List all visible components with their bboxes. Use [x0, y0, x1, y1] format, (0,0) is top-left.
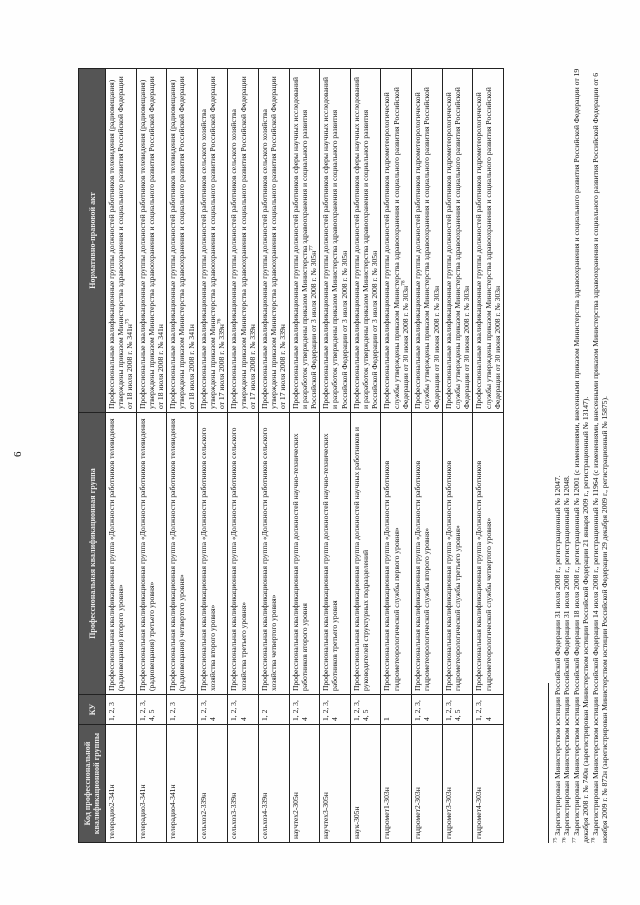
cell-code-text: телерадио2-341н — [107, 784, 116, 839]
cell-code-text: научтех2-305н — [290, 792, 300, 839]
cell-act-text: Профессиональные квалификационные группы должностей работников сельского хозяйства утверждены приказом Министерства здравоохранения и социального развития Российской Федерации от 17 июля 2008 г. № 339н — [229, 76, 257, 409]
footnote-text: Зарегистрирован Министерством юстиции Российской Федерации 14 июля 2008 г., регистрационный № 11964 (с изменениями, внесенными приказом Министерства здравоохранения и социального развития Российской Федерации от 6 ноября 2009 г. № 872н (зарегистрирован Министерством юстиции Российской Федерации 29 декабря 2009 г., регистрационный № 15875). — [590, 72, 610, 843]
cell-code-text: гидромет4-303н — [474, 787, 484, 839]
cell-code-text: сельхоз3-339н — [229, 792, 239, 839]
footnote-mark: 78 — [590, 837, 597, 843]
cell-code-text: сельхоз2-339н — [198, 792, 208, 839]
cell-act — [442, 69, 473, 413]
cell-ku-text: 1, 2 — [260, 709, 270, 721]
cell-group-text: Профессиональная квалификационная группа «Должности работников гидрометеорологической службы второго уровня» — [413, 460, 432, 691]
cell-group — [228, 413, 259, 695]
table-row — [136, 69, 167, 843]
cell-act-text: Профессиональные квалификационные группы должностей работников сферы научных исследований и разработок утверждены приказом Министерства здравоохранения и социального развития Российской Федерации от 3 июля 2008 г. № 305н — [351, 77, 380, 409]
footnotes — [548, 57, 609, 843]
cell-code — [320, 725, 351, 843]
cell-ku — [412, 695, 443, 725]
header-group: Профессиональная квалификационная группа — [79, 413, 106, 695]
cell-ku-text: 1, 2, 3, 4, 5 — [443, 700, 462, 721]
cell-group-text: Профессиональная квалификационная группа «Должности работников сельского хозяйства третьего уровня» — [229, 427, 248, 691]
cell-group — [473, 413, 504, 695]
cell-group-text: Профессиональная квалификационная группа «Должности работников телевидения (радиовещания) четвертого уровня» — [168, 418, 187, 691]
cell-group — [412, 413, 443, 695]
cell-ku-text: 1, 2, 3 — [107, 702, 116, 721]
cell-code — [350, 725, 381, 843]
cell-act-text: Профессиональные квалификационные группы должностей работников телевидения (радиовещания) утверждены приказом Министерства здравоохранения и социального развития Российской Федерации от 18 июля 2008 г. № 341н — [137, 76, 166, 409]
footnote-text: Зарегистрирован Министерством юстиции Российской Федерации 31 июля 2008 г., регистрационный № 12047. — [553, 475, 562, 836]
cell-act — [167, 69, 198, 413]
cell-code-text: сельхоз4-339н — [260, 792, 270, 839]
cell-ku-text: 1, 2, 3, 4 — [413, 700, 432, 721]
cell-act — [350, 69, 381, 413]
cell-act-text: Профессиональные квалификационные группы должностей работников телевидения (радиовещания) утверждены приказом Министерства здравоохранения и социального развития Российской Федерации от 18 июля 2008 г. № 341н — [107, 76, 135, 409]
cell-group — [167, 413, 198, 695]
cell-code-text: гидромет2-303н — [413, 787, 423, 839]
cell-ku — [228, 695, 259, 725]
table-header-row — [79, 69, 106, 843]
table-row — [197, 69, 228, 843]
cell-code — [136, 725, 167, 843]
cell-ku — [136, 695, 167, 725]
cell-code — [473, 725, 504, 843]
cell-code — [412, 725, 443, 843]
cell-group-text: Профессиональная квалификационная группа «Должности работников сельского хозяйства второго уровня» — [198, 427, 218, 691]
table-body — [106, 69, 504, 843]
cell-code-text: наук-305н — [351, 806, 361, 839]
cell-ku — [442, 695, 473, 725]
footnote-mark: 76 — [561, 837, 568, 843]
table-row — [228, 69, 259, 843]
cell-act — [412, 69, 443, 413]
cell-ku — [320, 695, 351, 725]
cell-ku-text: 1 — [382, 717, 392, 721]
cell-ku — [197, 695, 228, 725]
cell-code-text: гидромет1-303н — [382, 787, 392, 839]
cell-ku — [167, 695, 198, 725]
header-act: Нормативно-правовой акт — [79, 69, 106, 413]
header-code: Код профессиональной квалификационной группы — [79, 725, 106, 843]
cell-code — [228, 725, 259, 843]
cell-group — [136, 413, 167, 695]
footnote-ref: 77 — [308, 245, 315, 251]
cell-ku-text: 1, 2, 3, 4 — [474, 700, 493, 721]
cell-act — [106, 69, 137, 413]
footnote-mark: 75 — [552, 837, 559, 843]
footnote-ref: 76 — [216, 318, 223, 325]
footnote — [562, 57, 571, 843]
cell-ku-text: 1, 2, 3 — [168, 702, 178, 721]
cell-ku — [381, 695, 412, 725]
cell-ku — [259, 695, 290, 725]
cell-act — [228, 69, 259, 413]
footnote — [553, 57, 562, 843]
cell-code — [167, 725, 198, 843]
cell-group — [197, 413, 228, 695]
cell-act-text: Профессиональные квалификационные группы должностей работников телевидения (радиовещания) утверждены приказом Министерства здравоохранения и социального развития Российской Федерации от 18 июля 2008 г. № 341н — [168, 76, 196, 409]
cell-group-text: Профессиональная квалификационная группа «Должности работников сельского хозяйства четвертого уровня» — [260, 427, 279, 691]
cell-group — [442, 413, 473, 695]
cell-ku — [106, 695, 137, 725]
cell-ku-text: 1, 2, 3, 4, 5 — [137, 700, 156, 721]
qualification-groups-table — [78, 68, 504, 843]
cell-code — [381, 725, 412, 843]
cell-code — [289, 725, 320, 843]
footnote-text: Зарегистрирован Министерством юстиции Российской Федерации 18 июля 2008 г., регистрационный № 12001 (с изменениями, внесенными приказом Министерства здравоохранения и социального развития Российской Федерации от 19 декабря 2008 г. № 740н (зарегистрирован Министерством юстиции Российской Федерации 21 января 2009 г., регистрационный № 13147). — [571, 68, 591, 843]
table-row — [167, 69, 198, 843]
table-row — [412, 69, 443, 843]
cell-group — [350, 413, 381, 695]
table-row — [106, 69, 137, 843]
cell-code — [259, 725, 290, 843]
footnote-mark: 77 — [571, 837, 578, 843]
cell-ku-text: 1, 2, 3, 4 — [198, 700, 218, 721]
cell-code-text: научтех3-305н — [321, 792, 331, 839]
cell-group-text: Профессиональная квалификационная группа «Должности работников телевидения (радиовещания) третьего уровня» — [137, 418, 156, 691]
cell-act-text: Профессиональные квалификационные группы должностей работников гидрометеорологической службы утверждены приказом Министерства здравоохранения и социального развития Российской Федерации от 30 июня 2008 г. № 303н — [474, 87, 502, 409]
cell-ku-text: 1, 2, 3, 4, 5 — [351, 700, 371, 721]
footnote — [572, 57, 591, 843]
cell-act-text: Профессиональные квалификационные группы должностей работников гидрометеорологической службы утверждены приказом Министерства здравоохранения и социального развития Российской Федерации от 30 июня 2008 г. № 303н — [382, 87, 410, 409]
cell-ku-text: 1, 2, 3, 4 — [290, 700, 309, 721]
cell-act — [320, 69, 351, 413]
page-number: 6 — [12, 451, 24, 457]
footnote-rule — [548, 683, 549, 843]
table-row — [350, 69, 381, 843]
cell-act — [381, 69, 412, 413]
table-row — [442, 69, 473, 843]
table-row — [381, 69, 412, 843]
cell-act-text: Профессиональные квалификационные группы должностей работников сферы научных исследований и разработок утверждены приказом Министерства здравоохранения и социального развития Российской Федерации от 3 июля 2008 г. № 305н — [321, 77, 349, 409]
cell-ku — [350, 695, 381, 725]
cell-group — [381, 413, 412, 695]
cell-act — [136, 69, 167, 413]
table-row — [320, 69, 351, 843]
cell-ku — [289, 695, 320, 725]
cell-code — [106, 725, 137, 843]
cell-act — [259, 69, 290, 413]
cell-code-text: гидромет3-303н — [443, 787, 453, 839]
cell-act-text: Профессиональные квалификационные группы должностей работников сельского хозяйства утверждены приказом Министерства здравоохранения и социального развития Российской Федерации от 17 июля 2008 г. № 339н — [260, 76, 288, 409]
cell-ku — [473, 695, 504, 725]
footnote-list — [553, 57, 609, 843]
cell-group — [289, 413, 320, 695]
cell-act-text: Профессиональные квалификационные группы должностей работников гидрометеорологической службы утверждены приказом Министерства здравоохранения и социального развития Российской Федерации от 30 июня 2008 г. № 303н — [443, 87, 472, 409]
cell-code-text: телерадио4-341н — [168, 784, 178, 839]
cell-group-text: Профессиональная квалификационная группа «Должности работников гидрометеорологической службы первого уровня» — [382, 460, 401, 691]
cell-group-text: Профессиональная квалификационная группа «Должности работников гидрометеорологической службы четвертого уровня» — [474, 460, 493, 691]
table-row — [473, 69, 504, 843]
header-ku: КУ — [79, 695, 106, 725]
cell-act-text: Профессиональные квалификационные группы должностей работников гидрометеорологической службы утверждены приказом Министерства здравоохранения и социального развития Российской Федерации от 30 июня 2008 г. № 303н — [413, 87, 441, 409]
cell-group — [106, 413, 137, 695]
table-row — [259, 69, 290, 843]
cell-code-text: телерадио3-341н — [137, 784, 147, 839]
cell-act — [197, 69, 228, 413]
cell-group-text: Профессиональная квалификационная группа должностей научно-технических работников второго уровня — [290, 433, 309, 691]
table-row — [289, 69, 320, 843]
cell-code — [442, 725, 473, 843]
footnote-text: Зарегистрирован Министерством юстиции Российской Федерации 31 июля 2008 г., регистрационный № 12048. — [562, 475, 572, 836]
cell-act-text: Профессиональные квалификационные группы должностей работников сельского хозяйства утверждены приказом Министерства здравоохранения и социального развития Российской Федерации от 17 июля 2008 г. № 339н — [198, 76, 227, 409]
cell-act-text: Профессиональные квалификационные группы должностей работников сферы научных исследований и разработок утверждены приказом Министерства здравоохранения и социального развития Российской Федерации от 3 июля 2008 г. № 305н — [290, 77, 319, 409]
cell-group — [320, 413, 351, 695]
cell-ku-text: 1, 2, 3, 4 — [321, 700, 340, 721]
cell-group — [259, 413, 290, 695]
footnote — [591, 57, 610, 843]
cell-group-text: Профессиональная квалификационная группа «Должности работников телевидения (радиовещания) второго уровня» — [107, 418, 126, 691]
cell-group-text: Профессиональная квалификационная группа должностей научных работников и руководителей структурных подразделений — [351, 427, 371, 691]
cell-act — [289, 69, 320, 413]
footnote-ref: 78 — [400, 280, 407, 286]
cell-ku-text: 1, 2, 3, 4 — [229, 700, 248, 721]
cell-code — [197, 725, 228, 843]
cell-act — [473, 69, 504, 413]
cell-group-text: Профессиональная квалификационная группа должностей научно-технических работников третьего уровня — [321, 433, 340, 691]
footnote-ref: 75 — [124, 318, 131, 325]
cell-group-text: Профессиональная квалификационная группа «Должности работников гидрометеорологической службы третьего уровня» — [443, 460, 462, 691]
